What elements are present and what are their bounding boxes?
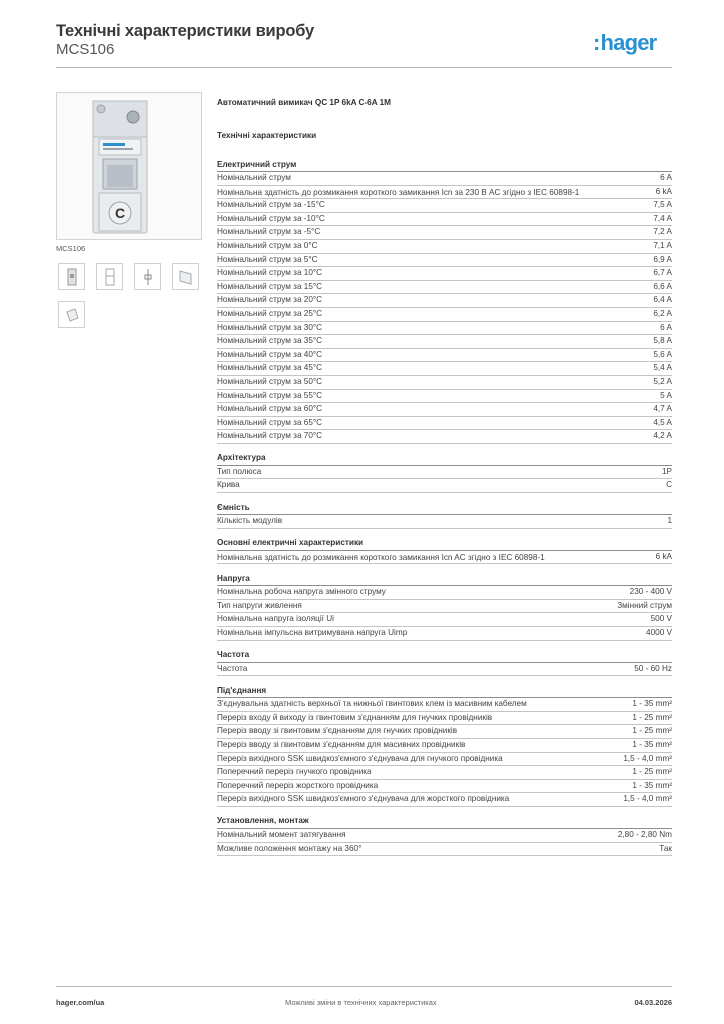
- spec-value: 6,2 A: [653, 308, 672, 318]
- spec-value: 7,4 A: [653, 213, 672, 223]
- spec-value: 1 - 25 mm²: [632, 767, 672, 777]
- svg-text:C: C: [114, 205, 126, 221]
- spec-label: Номінальний струм за -15°C: [217, 200, 325, 210]
- footer-disclaimer: Можливі зміни в технічних характеристиках: [285, 998, 437, 1007]
- spec-label: Кількість модулів: [217, 516, 283, 526]
- spec-label: Номінальний струм за 15°C: [217, 281, 323, 291]
- spec-row: [217, 663, 672, 677]
- breaker-drawing-icon: [105, 268, 115, 286]
- footer-divider: [56, 986, 672, 987]
- spec-section: [217, 158, 672, 444]
- spec-value: 5 A: [660, 390, 672, 400]
- spec-value: 230 - 400 V: [629, 587, 672, 597]
- technical-characteristics-heading: Технічні характеристики: [217, 131, 317, 140]
- spec-row: [217, 417, 672, 431]
- spec-row: [217, 240, 672, 254]
- spec-value: 1 - 25 mm²: [632, 726, 672, 736]
- spec-row: [217, 766, 672, 780]
- spec-label: Переріз вводу зі гвинтовим з'єднанням для гнучких провідників: [217, 726, 458, 736]
- spec-label: Номінальна робоча напруга змінного струму: [217, 587, 386, 597]
- spec-row: [217, 843, 672, 857]
- spec-value: 1,5 - 4,0 mm²: [623, 753, 672, 763]
- thumbnail-3[interactable]: [134, 263, 161, 290]
- spec-value: C: [666, 480, 672, 490]
- spec-value: 1P: [661, 466, 672, 476]
- spec-row: [217, 403, 672, 417]
- breaker-front-icon: [67, 268, 77, 286]
- spec-row: [217, 213, 672, 227]
- spec-row: [217, 551, 672, 565]
- spec-value: 5,6 A: [653, 349, 672, 359]
- spec-row: [217, 725, 672, 739]
- spec-value: 5,4 A: [653, 363, 672, 373]
- spec-value: 50 - 60 Hz: [634, 663, 672, 673]
- section-title: Електричний струм: [217, 158, 672, 172]
- spec-row: [217, 793, 672, 807]
- spec-row: [217, 627, 672, 641]
- spec-value: 4,2 A: [653, 431, 672, 441]
- spec-label: Номінальний струм за 65°C: [217, 417, 323, 427]
- spec-row: [217, 362, 672, 376]
- spec-sections: [217, 158, 672, 856]
- spec-value: 5,2 A: [653, 376, 672, 386]
- thumbnail-1[interactable]: [58, 263, 85, 290]
- spec-value: Змінний струм: [617, 600, 672, 610]
- spec-label: Номінальний струм за 25°C: [217, 308, 323, 318]
- spec-label: Номінальний струм за -5°C: [217, 227, 321, 237]
- spec-label: Номінальний струм за 35°C: [217, 336, 323, 346]
- spec-section: [217, 572, 672, 640]
- product-image-caption: MCS106: [56, 244, 86, 253]
- spec-row: [217, 613, 672, 627]
- spec-row: [217, 479, 672, 493]
- spec-label: З'єднувальна здатність верхньої та нижньої гвинтових клем із масивним кабелем: [217, 699, 527, 709]
- spec-label: Номінальна імпульсна витримувана напруга Uimp: [217, 628, 408, 638]
- spec-row: [217, 322, 672, 336]
- spec-row: [217, 186, 672, 200]
- spec-label: Номінальний струм: [217, 173, 291, 182]
- spec-value: 4000 V: [646, 628, 672, 638]
- thumbnail-4[interactable]: [172, 263, 199, 290]
- spec-section: [217, 684, 672, 807]
- spec-row: [217, 739, 672, 753]
- spec-section: [217, 815, 672, 856]
- spec-value: 1: [667, 516, 672, 526]
- spec-value: 2,80 - 2,80 Nm: [617, 829, 672, 839]
- document-title: Технічні характеристики виробу: [56, 22, 314, 40]
- spec-value: 7,5 A: [653, 200, 672, 210]
- spec-value: 6 kA: [655, 551, 672, 561]
- spec-row: [217, 698, 672, 712]
- spec-value: 7,2 A: [653, 227, 672, 237]
- product-code-subtitle: MCS106: [56, 41, 115, 58]
- section-title: Установлення, монтаж: [217, 815, 672, 829]
- spec-label: Номінальний струм за 10°C: [217, 268, 323, 278]
- spec-label: Поперечний переріз гнучкого провідника: [217, 767, 372, 777]
- spec-value: 1 - 35 mm²: [632, 780, 672, 790]
- spec-label: Номінальна здатність до розмикання короткого замикання Icn за 230 В AC згідно з IEC 60898-1: [217, 187, 580, 197]
- spec-label: Переріз вводу зі гвинтовим з'єднанням для масивних провідників: [217, 740, 466, 749]
- spec-label: Переріз входу й виходу із гвинтовим з'єднанням для гнучких провідників: [217, 712, 493, 722]
- spec-row: [217, 267, 672, 281]
- wiring-diagram-icon: [142, 268, 154, 286]
- spec-value: 5,8 A: [653, 336, 672, 346]
- spec-section: [217, 649, 672, 677]
- specifications-panel: [217, 96, 672, 856]
- thumbnail-2[interactable]: [96, 263, 123, 290]
- spec-value: 6,4 A: [653, 295, 672, 305]
- spec-label: Номінальний струм за 70°C: [217, 431, 323, 441]
- footer-website: hager.com/ua: [56, 998, 105, 1007]
- spec-label: Поперечний переріз жорсткого провідника: [217, 780, 379, 790]
- hager-logo: [593, 30, 656, 56]
- spec-value: 6 A: [660, 173, 672, 182]
- spec-row: [217, 281, 672, 295]
- thumbnail-5[interactable]: [58, 301, 85, 328]
- spec-row: [217, 466, 672, 480]
- spec-row: [217, 335, 672, 349]
- spec-row: [217, 294, 672, 308]
- spec-label: Переріз вихідного SSK швидкоз'ємного з'єднувача для жорсткого провідника: [217, 794, 510, 804]
- spec-row: [217, 753, 672, 767]
- section-title: Ємність: [217, 501, 672, 515]
- spec-label: Тип напруги живлення: [217, 600, 302, 610]
- spec-label: Номінальна здатність до розмикання короткого замикання Icn AC згідно з IEC 60898-1: [217, 552, 545, 562]
- spec-row: [217, 780, 672, 794]
- spec-value: 6,6 A: [653, 281, 672, 291]
- header-divider: [56, 67, 672, 68]
- spec-row: [217, 600, 672, 614]
- spec-row: [217, 829, 672, 843]
- spec-row: [217, 430, 672, 444]
- spec-row: [217, 199, 672, 213]
- spec-value: 1,5 - 4,0 mm²: [623, 794, 672, 804]
- spec-row: [217, 586, 672, 600]
- spec-label: Номінальний струм за 45°C: [217, 363, 323, 373]
- spec-label: Номінальний струм за 60°C: [217, 404, 323, 414]
- spec-row: [217, 254, 672, 268]
- spec-value: 6,7 A: [653, 268, 672, 278]
- spec-label: Номінальний струм за 50°C: [217, 376, 323, 386]
- spec-label: Крива: [217, 480, 240, 490]
- spec-value: 500 V: [650, 614, 672, 624]
- section-title: Під'єднання: [217, 684, 672, 698]
- spec-value: 1 - 35 mm²: [632, 699, 672, 709]
- spec-value: 6 kA: [655, 186, 672, 196]
- product-name: Автоматичний вимикач QC 1P 6kA C-6A 1M: [217, 98, 391, 107]
- spec-value: 4,5 A: [653, 417, 672, 427]
- spec-value: 6,9 A: [653, 254, 672, 264]
- spec-value: 7,1 A: [653, 240, 672, 250]
- spec-row: [217, 376, 672, 390]
- spec-row: [217, 390, 672, 404]
- spec-row: [217, 349, 672, 363]
- spec-label: Номінальний струм за 20°C: [217, 295, 323, 305]
- section-title: Частота: [217, 649, 672, 663]
- spec-label: Тип полюса: [217, 466, 262, 476]
- spec-row: [217, 172, 672, 186]
- spec-value: 4,7 A: [653, 404, 672, 414]
- spec-label: Номінальний струм за 40°C: [217, 349, 323, 359]
- section-title: Напруга: [217, 572, 672, 586]
- spec-row: [217, 712, 672, 726]
- spec-label: Переріз вихідного SSK швидкоз'ємного з'єднувача для гнучкого провідника: [217, 753, 503, 763]
- spec-row: [217, 308, 672, 322]
- spec-section: [217, 537, 672, 565]
- circuit-breaker-image: [89, 99, 151, 235]
- section-title: Архітектура: [217, 452, 672, 466]
- spec-label: Номінальний струм за -10°C: [217, 213, 325, 223]
- spec-label: Номінальний струм за 55°C: [217, 390, 323, 400]
- spec-row: [217, 515, 672, 529]
- footer-date: 04.03.2026: [634, 998, 672, 1007]
- spec-label: Можливе положення монтажу на 360°: [217, 843, 362, 853]
- spec-label: Номінальний струм за 5°C: [217, 254, 318, 264]
- spec-value: 1 - 25 mm²: [632, 712, 672, 722]
- spec-section: [217, 501, 672, 529]
- product-image-frame: [56, 92, 202, 240]
- spec-section: [217, 452, 672, 493]
- spec-label: Номінальна напруга ізоляції Ui: [217, 614, 334, 624]
- spec-value: 6 A: [660, 322, 672, 332]
- section-title: Основні електричні характеристики: [217, 537, 672, 551]
- spec-row: [217, 226, 672, 240]
- logo-text: hager: [600, 30, 657, 55]
- spec-label: Номінальний струм за 0°C: [217, 240, 318, 250]
- spec-label: Частота: [217, 663, 248, 673]
- breaker-perspective-icon: [63, 306, 81, 324]
- spec-value: 1 - 35 mm²: [632, 740, 672, 749]
- spec-label: Номінальний струм за 30°C: [217, 322, 323, 332]
- logo-colon-mark: :: [593, 30, 600, 55]
- spec-value: Так: [659, 843, 672, 853]
- spec-label: Номінальний момент затягування: [217, 829, 346, 839]
- breaker-side-view-icon: [177, 268, 195, 286]
